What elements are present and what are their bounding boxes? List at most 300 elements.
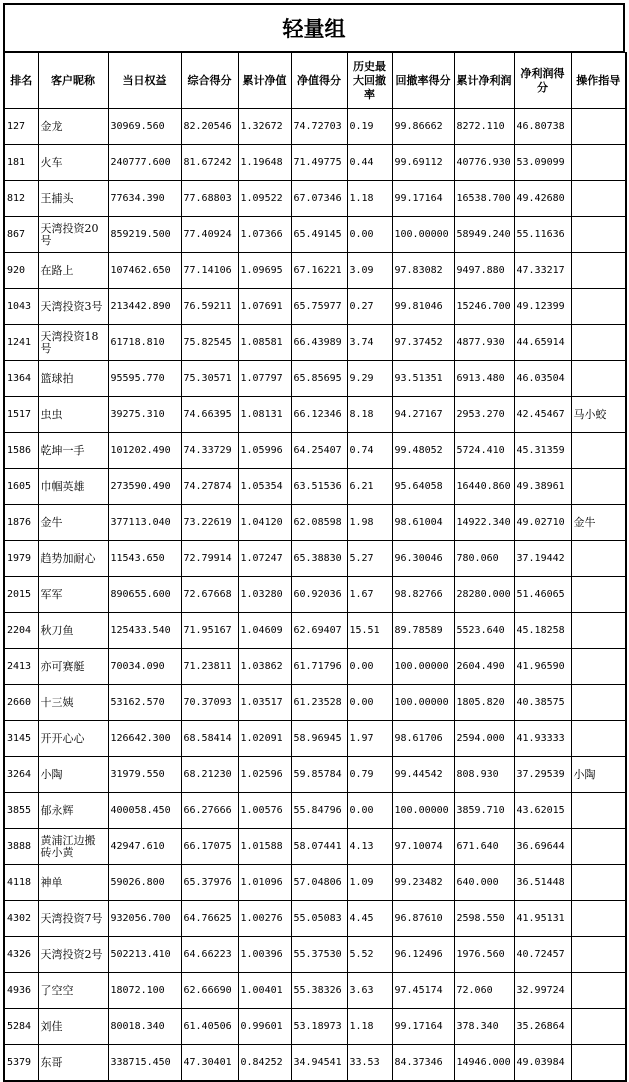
cell-cumulative-nav: 1.05354	[238, 469, 291, 505]
header-rank: 排名	[4, 53, 38, 109]
cell-max-drawdown: 0.00	[347, 217, 392, 253]
cell-total-score: 74.27874	[181, 469, 238, 505]
cell-nickname: 虫虫	[38, 397, 108, 433]
cell-profit-score: 37.19442	[514, 541, 571, 577]
cell-drawdown-score: 99.17164	[392, 1009, 454, 1045]
header-total-score: 综合得分	[181, 53, 238, 109]
cell-nav-score: 63.51536	[291, 469, 347, 505]
cell-drawdown-score: 95.64058	[392, 469, 454, 505]
cell-drawdown-score: 96.12496	[392, 937, 454, 973]
cell-nav-score: 34.94541	[291, 1045, 347, 1082]
cell-cumulative-nav: 1.07366	[238, 217, 291, 253]
table-row	[4, 937, 626, 973]
cell-total-score: 74.33729	[181, 433, 238, 469]
cell-daily-equity: 95595.770	[108, 361, 181, 397]
cell-rank: 4118	[4, 865, 38, 901]
cell-daily-equity: 890655.600	[108, 577, 181, 613]
cell-nickname: 金龙	[38, 109, 108, 145]
cell-max-drawdown: 0.00	[347, 649, 392, 685]
cell-guidance	[571, 613, 626, 649]
cell-cumulative-nav: 1.08131	[238, 397, 291, 433]
cell-nickname: 天湾投资7号	[38, 901, 108, 937]
header-guidance: 操作指导	[571, 53, 626, 109]
header-nickname: 客户昵称	[38, 53, 108, 109]
cell-drawdown-score: 96.30046	[392, 541, 454, 577]
cell-total-score: 77.68803	[181, 181, 238, 217]
cell-nickname: 东哥	[38, 1045, 108, 1082]
cell-max-drawdown: 33.53	[347, 1045, 392, 1082]
cell-cumulative-nav: 1.03517	[238, 685, 291, 721]
cell-total-score: 77.14106	[181, 253, 238, 289]
cell-profit-score: 49.02710	[514, 505, 571, 541]
cell-cumulative-nav: 0.99601	[238, 1009, 291, 1045]
cell-total-score: 76.59211	[181, 289, 238, 325]
cell-nav-score: 61.23528	[291, 685, 347, 721]
cell-profit-score: 55.11636	[514, 217, 571, 253]
cell-guidance	[571, 1045, 626, 1082]
cell-cumulative-profit: 2604.490	[454, 649, 514, 685]
cell-rank: 2660	[4, 685, 38, 721]
cell-rank: 1605	[4, 469, 38, 505]
cell-rank: 3888	[4, 829, 38, 865]
cell-nav-score: 60.92036	[291, 577, 347, 613]
cell-cumulative-profit: 15246.700	[454, 289, 514, 325]
cell-cumulative-profit: 1976.560	[454, 937, 514, 973]
cell-guidance	[571, 721, 626, 757]
cell-guidance	[571, 181, 626, 217]
cell-guidance	[571, 361, 626, 397]
cell-guidance: 小陶	[571, 757, 626, 793]
cell-nickname: 天湾投资18号	[38, 325, 108, 361]
table-row	[4, 721, 626, 757]
table-row	[4, 397, 626, 433]
cell-drawdown-score: 99.81046	[392, 289, 454, 325]
cell-cumulative-nav: 1.00396	[238, 937, 291, 973]
cell-nav-score: 57.04806	[291, 865, 347, 901]
cell-cumulative-profit: 5724.410	[454, 433, 514, 469]
cell-max-drawdown: 5.52	[347, 937, 392, 973]
cell-daily-equity: 932056.700	[108, 901, 181, 937]
cell-rank: 1043	[4, 289, 38, 325]
cell-rank: 2204	[4, 613, 38, 649]
cell-guidance: 马小蛟	[571, 397, 626, 433]
cell-drawdown-score: 99.69112	[392, 145, 454, 181]
cell-max-drawdown: 3.09	[347, 253, 392, 289]
cell-nav-score: 55.38326	[291, 973, 347, 1009]
cell-rank: 5284	[4, 1009, 38, 1045]
table-row	[4, 1045, 626, 1082]
cell-rank: 181	[4, 145, 38, 181]
cell-nav-score: 58.96945	[291, 721, 347, 757]
cell-cumulative-profit: 671.640	[454, 829, 514, 865]
table-row	[4, 433, 626, 469]
cell-cumulative-profit: 1805.820	[454, 685, 514, 721]
cell-max-drawdown: 0.44	[347, 145, 392, 181]
cell-max-drawdown: 1.98	[347, 505, 392, 541]
cell-rank: 920	[4, 253, 38, 289]
cell-total-score: 73.22619	[181, 505, 238, 541]
cell-cumulative-profit: 14922.340	[454, 505, 514, 541]
cell-cumulative-profit: 72.060	[454, 973, 514, 1009]
cell-rank: 4326	[4, 937, 38, 973]
cell-cumulative-profit: 378.340	[454, 1009, 514, 1045]
cell-nav-score: 58.07441	[291, 829, 347, 865]
cell-guidance	[571, 577, 626, 613]
cell-drawdown-score: 97.45174	[392, 973, 454, 1009]
cell-cumulative-profit: 16440.860	[454, 469, 514, 505]
cell-max-drawdown: 4.13	[347, 829, 392, 865]
cell-total-score: 64.76625	[181, 901, 238, 937]
cell-cumulative-nav: 1.19648	[238, 145, 291, 181]
cell-nav-score: 65.75977	[291, 289, 347, 325]
cell-daily-equity: 80018.340	[108, 1009, 181, 1045]
cell-daily-equity: 31979.550	[108, 757, 181, 793]
cell-max-drawdown: 0.19	[347, 109, 392, 145]
cell-guidance	[571, 973, 626, 1009]
cell-max-drawdown: 1.18	[347, 1009, 392, 1045]
cell-rank: 4936	[4, 973, 38, 1009]
cell-drawdown-score: 97.37452	[392, 325, 454, 361]
cell-total-score: 68.21230	[181, 757, 238, 793]
cell-nav-score: 67.16221	[291, 253, 347, 289]
cell-cumulative-profit: 8272.110	[454, 109, 514, 145]
cell-cumulative-nav: 1.08581	[238, 325, 291, 361]
cell-drawdown-score: 100.00000	[392, 793, 454, 829]
cell-total-score: 70.37093	[181, 685, 238, 721]
cell-max-drawdown: 0.79	[347, 757, 392, 793]
cell-cumulative-nav: 1.04120	[238, 505, 291, 541]
cell-rank: 867	[4, 217, 38, 253]
cell-guidance	[571, 1009, 626, 1045]
cell-guidance	[571, 469, 626, 505]
cell-guidance	[571, 217, 626, 253]
cell-profit-score: 40.72457	[514, 937, 571, 973]
cell-total-score: 75.30571	[181, 361, 238, 397]
cell-rank: 2015	[4, 577, 38, 613]
cell-nickname: 篮球拍	[38, 361, 108, 397]
cell-drawdown-score: 94.27167	[392, 397, 454, 433]
table-row	[4, 145, 626, 181]
cell-profit-score: 32.99724	[514, 973, 571, 1009]
cell-drawdown-score: 99.86662	[392, 109, 454, 145]
cell-nickname: 火车	[38, 145, 108, 181]
cell-daily-equity: 859219.500	[108, 217, 181, 253]
cell-total-score: 72.79914	[181, 541, 238, 577]
cell-drawdown-score: 84.37346	[392, 1045, 454, 1082]
cell-cumulative-nav: 1.04609	[238, 613, 291, 649]
cell-profit-score: 44.65914	[514, 325, 571, 361]
cell-guidance	[571, 829, 626, 865]
cell-cumulative-nav: 1.02596	[238, 757, 291, 793]
cell-max-drawdown: 6.21	[347, 469, 392, 505]
cell-total-score: 66.17075	[181, 829, 238, 865]
cell-daily-equity: 53162.570	[108, 685, 181, 721]
cell-cumulative-nav: 1.05996	[238, 433, 291, 469]
cell-max-drawdown: 1.97	[347, 721, 392, 757]
cell-guidance	[571, 253, 626, 289]
cell-drawdown-score: 100.00000	[392, 685, 454, 721]
table-row	[4, 505, 626, 541]
cell-total-score: 82.20546	[181, 109, 238, 145]
cell-drawdown-score: 99.48052	[392, 433, 454, 469]
cell-guidance	[571, 793, 626, 829]
cell-nav-score: 65.38830	[291, 541, 347, 577]
cell-daily-equity: 77634.390	[108, 181, 181, 217]
header-daily-equity: 当日权益	[108, 53, 181, 109]
cell-rank: 1586	[4, 433, 38, 469]
cell-total-score: 72.67668	[181, 577, 238, 613]
cell-total-score: 64.66223	[181, 937, 238, 973]
cell-nav-score: 62.08598	[291, 505, 347, 541]
table-row	[4, 325, 626, 361]
table-row	[4, 1009, 626, 1045]
cell-cumulative-nav: 1.00276	[238, 901, 291, 937]
cell-nickname: 在路上	[38, 253, 108, 289]
cell-total-score: 65.37976	[181, 865, 238, 901]
cell-drawdown-score: 89.78589	[392, 613, 454, 649]
cell-nickname: 王捕头	[38, 181, 108, 217]
cell-max-drawdown: 3.74	[347, 325, 392, 361]
cell-profit-score: 35.26864	[514, 1009, 571, 1045]
cell-max-drawdown: 0.74	[347, 433, 392, 469]
cell-nav-score: 74.72703	[291, 109, 347, 145]
cell-drawdown-score: 99.44542	[392, 757, 454, 793]
cell-drawdown-score: 97.10074	[392, 829, 454, 865]
table-row	[4, 793, 626, 829]
cell-guidance: 金牛	[571, 505, 626, 541]
cell-total-score: 77.40924	[181, 217, 238, 253]
cell-cumulative-nav: 1.02091	[238, 721, 291, 757]
table-row	[4, 757, 626, 793]
cell-cumulative-nav: 1.07797	[238, 361, 291, 397]
cell-max-drawdown: 1.18	[347, 181, 392, 217]
table-row	[4, 577, 626, 613]
cell-cumulative-nav: 1.00576	[238, 793, 291, 829]
cell-profit-score: 45.18258	[514, 613, 571, 649]
cell-cumulative-nav: 0.84252	[238, 1045, 291, 1082]
cell-max-drawdown: 0.00	[347, 793, 392, 829]
cell-max-drawdown: 5.27	[347, 541, 392, 577]
cell-rank: 3855	[4, 793, 38, 829]
cell-profit-score: 42.45467	[514, 397, 571, 433]
cell-nav-score: 62.69407	[291, 613, 347, 649]
cell-profit-score: 36.69644	[514, 829, 571, 865]
header-drawdown-score: 回撤率得分	[392, 53, 454, 109]
table-row	[4, 289, 626, 325]
cell-total-score: 75.82545	[181, 325, 238, 361]
cell-cumulative-nav: 1.32672	[238, 109, 291, 145]
cell-daily-equity: 42947.610	[108, 829, 181, 865]
cell-nav-score: 55.37530	[291, 937, 347, 973]
cell-nav-score: 65.49145	[291, 217, 347, 253]
cell-drawdown-score: 97.83082	[392, 253, 454, 289]
cell-daily-equity: 126642.300	[108, 721, 181, 757]
cell-max-drawdown: 0.00	[347, 685, 392, 721]
cell-guidance	[571, 289, 626, 325]
cell-rank: 2413	[4, 649, 38, 685]
cell-total-score: 66.27666	[181, 793, 238, 829]
table-row	[4, 253, 626, 289]
cell-daily-equity: 273590.490	[108, 469, 181, 505]
cell-nav-score: 59.85784	[291, 757, 347, 793]
cell-nickname: 天湾投资3号	[38, 289, 108, 325]
cell-cumulative-nav: 1.00401	[238, 973, 291, 1009]
cell-rank: 3145	[4, 721, 38, 757]
cell-cumulative-profit: 2953.270	[454, 397, 514, 433]
table-row	[4, 685, 626, 721]
cell-cumulative-profit: 28280.000	[454, 577, 514, 613]
cell-nav-score: 53.18973	[291, 1009, 347, 1045]
header-profit-score: 净利润得分	[514, 53, 571, 109]
cell-daily-equity: 30969.560	[108, 109, 181, 145]
cell-drawdown-score: 99.23482	[392, 865, 454, 901]
cell-rank: 812	[4, 181, 38, 217]
cell-nickname: 天湾投资2号	[38, 937, 108, 973]
sheet-title: 轻量组	[3, 3, 625, 52]
cell-drawdown-score: 98.82766	[392, 577, 454, 613]
cell-rank: 3264	[4, 757, 38, 793]
cell-rank: 127	[4, 109, 38, 145]
cell-nickname: 军军	[38, 577, 108, 613]
cell-daily-equity: 59026.800	[108, 865, 181, 901]
cell-daily-equity: 400058.450	[108, 793, 181, 829]
cell-nav-score: 61.71796	[291, 649, 347, 685]
header-cumulative-nav: 累计净值	[238, 53, 291, 109]
cell-nav-score: 55.05083	[291, 901, 347, 937]
cell-max-drawdown: 1.09	[347, 865, 392, 901]
table-row	[4, 541, 626, 577]
cell-profit-score: 45.31359	[514, 433, 571, 469]
cell-daily-equity: 377113.040	[108, 505, 181, 541]
cell-nickname: 神单	[38, 865, 108, 901]
cell-max-drawdown: 1.67	[347, 577, 392, 613]
table-row	[4, 865, 626, 901]
cell-nickname: 金牛	[38, 505, 108, 541]
cell-max-drawdown: 8.18	[347, 397, 392, 433]
cell-cumulative-profit: 2594.000	[454, 721, 514, 757]
cell-guidance	[571, 937, 626, 973]
cell-daily-equity: 18072.100	[108, 973, 181, 1009]
cell-cumulative-profit: 640.000	[454, 865, 514, 901]
cell-nav-score: 71.49775	[291, 145, 347, 181]
cell-cumulative-nav: 1.09695	[238, 253, 291, 289]
cell-cumulative-nav: 1.03862	[238, 649, 291, 685]
cell-nickname: 刘佳	[38, 1009, 108, 1045]
cell-profit-score: 41.93333	[514, 721, 571, 757]
cell-nickname: 秋刀鱼	[38, 613, 108, 649]
cell-drawdown-score: 99.17164	[392, 181, 454, 217]
cell-cumulative-nav: 1.01096	[238, 865, 291, 901]
table-row	[4, 109, 626, 145]
cell-profit-score: 40.38575	[514, 685, 571, 721]
cell-total-score: 71.23811	[181, 649, 238, 685]
cell-nickname: 了空空	[38, 973, 108, 1009]
cell-daily-equity: 213442.890	[108, 289, 181, 325]
cell-profit-score: 47.33217	[514, 253, 571, 289]
cell-profit-score: 46.80738	[514, 109, 571, 145]
cell-nickname: 趋势加耐心	[38, 541, 108, 577]
cell-profit-score: 37.29539	[514, 757, 571, 793]
cell-daily-equity: 125433.540	[108, 613, 181, 649]
cell-profit-score: 41.96590	[514, 649, 571, 685]
cell-cumulative-nav: 1.07247	[238, 541, 291, 577]
cell-cumulative-profit: 6913.480	[454, 361, 514, 397]
table-row	[4, 361, 626, 397]
cell-rank: 5379	[4, 1045, 38, 1082]
cell-profit-score: 49.38961	[514, 469, 571, 505]
table-row	[4, 649, 626, 685]
cell-max-drawdown: 3.63	[347, 973, 392, 1009]
cell-guidance	[571, 145, 626, 181]
cell-guidance	[571, 865, 626, 901]
cell-profit-score: 53.09099	[514, 145, 571, 181]
table-row	[4, 217, 626, 253]
cell-guidance	[571, 649, 626, 685]
cell-cumulative-profit: 3859.710	[454, 793, 514, 829]
cell-guidance	[571, 541, 626, 577]
cell-rank: 4302	[4, 901, 38, 937]
cell-drawdown-score: 98.61706	[392, 721, 454, 757]
cell-guidance	[571, 325, 626, 361]
cell-cumulative-nav: 1.03280	[238, 577, 291, 613]
header-max-drawdown: 历史最大回撤率	[347, 53, 392, 109]
cell-total-score: 68.58414	[181, 721, 238, 757]
cell-drawdown-score: 96.87610	[392, 901, 454, 937]
cell-profit-score: 36.51448	[514, 865, 571, 901]
cell-total-score: 62.66690	[181, 973, 238, 1009]
header-nav-score: 净值得分	[291, 53, 347, 109]
header-row	[4, 53, 626, 109]
cell-total-score: 61.40506	[181, 1009, 238, 1045]
cell-daily-equity: 502213.410	[108, 937, 181, 973]
ranking-table	[3, 52, 627, 1082]
cell-rank: 1979	[4, 541, 38, 577]
cell-daily-equity: 11543.650	[108, 541, 181, 577]
cell-guidance	[571, 433, 626, 469]
cell-cumulative-profit: 40776.930	[454, 145, 514, 181]
cell-drawdown-score: 98.61004	[392, 505, 454, 541]
cell-nickname: 郁永辉	[38, 793, 108, 829]
cell-rank: 1241	[4, 325, 38, 361]
cell-profit-score: 51.46065	[514, 577, 571, 613]
cell-nickname: 亦可赛艇	[38, 649, 108, 685]
ranking-sheet	[3, 3, 625, 1082]
cell-nickname: 黄浦江边搬砖小黄	[38, 829, 108, 865]
cell-daily-equity: 61718.810	[108, 325, 181, 361]
cell-profit-score: 49.12399	[514, 289, 571, 325]
cell-max-drawdown: 15.51	[347, 613, 392, 649]
cell-cumulative-nav: 1.09522	[238, 181, 291, 217]
cell-guidance	[571, 685, 626, 721]
cell-daily-equity: 338715.450	[108, 1045, 181, 1082]
cell-drawdown-score: 93.51351	[392, 361, 454, 397]
cell-nav-score: 67.07346	[291, 181, 347, 217]
cell-nickname: 十三姨	[38, 685, 108, 721]
header-cumulative-profit: 累计净利润	[454, 53, 514, 109]
cell-total-score: 81.67242	[181, 145, 238, 181]
cell-profit-score: 43.62015	[514, 793, 571, 829]
cell-daily-equity: 70034.090	[108, 649, 181, 685]
cell-nickname: 乾坤一手	[38, 433, 108, 469]
cell-drawdown-score: 100.00000	[392, 649, 454, 685]
cell-daily-equity: 107462.650	[108, 253, 181, 289]
cell-cumulative-profit: 5523.640	[454, 613, 514, 649]
cell-cumulative-profit: 9497.880	[454, 253, 514, 289]
cell-cumulative-nav: 1.07691	[238, 289, 291, 325]
cell-total-score: 74.66395	[181, 397, 238, 433]
cell-nickname: 天湾投资20号	[38, 217, 108, 253]
cell-cumulative-profit: 58949.240	[454, 217, 514, 253]
